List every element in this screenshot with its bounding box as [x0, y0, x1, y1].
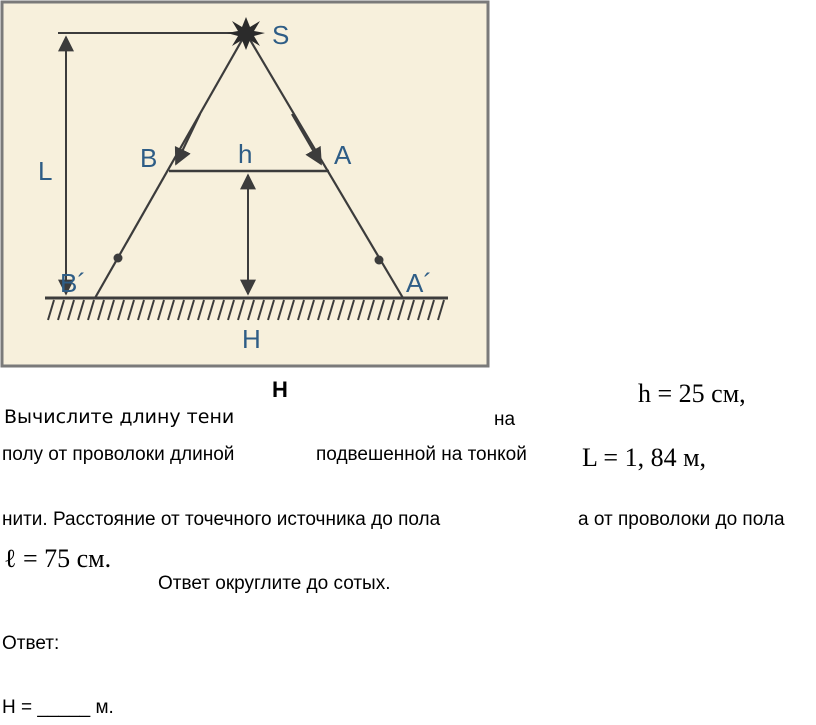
label-A-prime: A´	[406, 268, 432, 298]
H-symbol: H	[272, 377, 288, 402]
answer-field[interactable]: H = _____ м.	[2, 697, 114, 718]
problem-text-line3a: нити. Расстояние от точечного источника до пола	[2, 509, 441, 530]
rounding-instruction: Ответ округлите до сотых.	[158, 573, 391, 594]
label-A: A	[334, 140, 352, 170]
answer-label: Ответ:	[2, 633, 60, 654]
problem-text-na: на	[494, 409, 516, 430]
left-ray-dot	[114, 254, 123, 263]
problem-text-line3b: а от проволоки до пола	[578, 509, 785, 530]
right-ray-dot	[375, 256, 384, 265]
label-S: S	[272, 20, 290, 50]
label-H: H	[242, 324, 261, 354]
diagram-figure	[0, 0, 492, 372]
figure-background	[2, 2, 488, 366]
problem-text-line2a: полу от проволоки длиной	[2, 444, 235, 465]
label-L: L	[38, 156, 53, 186]
label-B: B	[140, 143, 158, 173]
h-formula: h = 25 см,	[638, 379, 746, 408]
label-B-prime: B´	[60, 268, 86, 298]
problem-text-line2b: подвешенной на тонкой	[316, 444, 527, 465]
light-source-star-icon	[227, 17, 265, 50]
l-formula: ℓ = 75 см.	[4, 544, 112, 573]
L-formula: L = 1, 84 м,	[582, 443, 707, 472]
problem-text-line1: Вычислите длину тени	[4, 406, 235, 428]
label-h: h	[238, 139, 253, 169]
